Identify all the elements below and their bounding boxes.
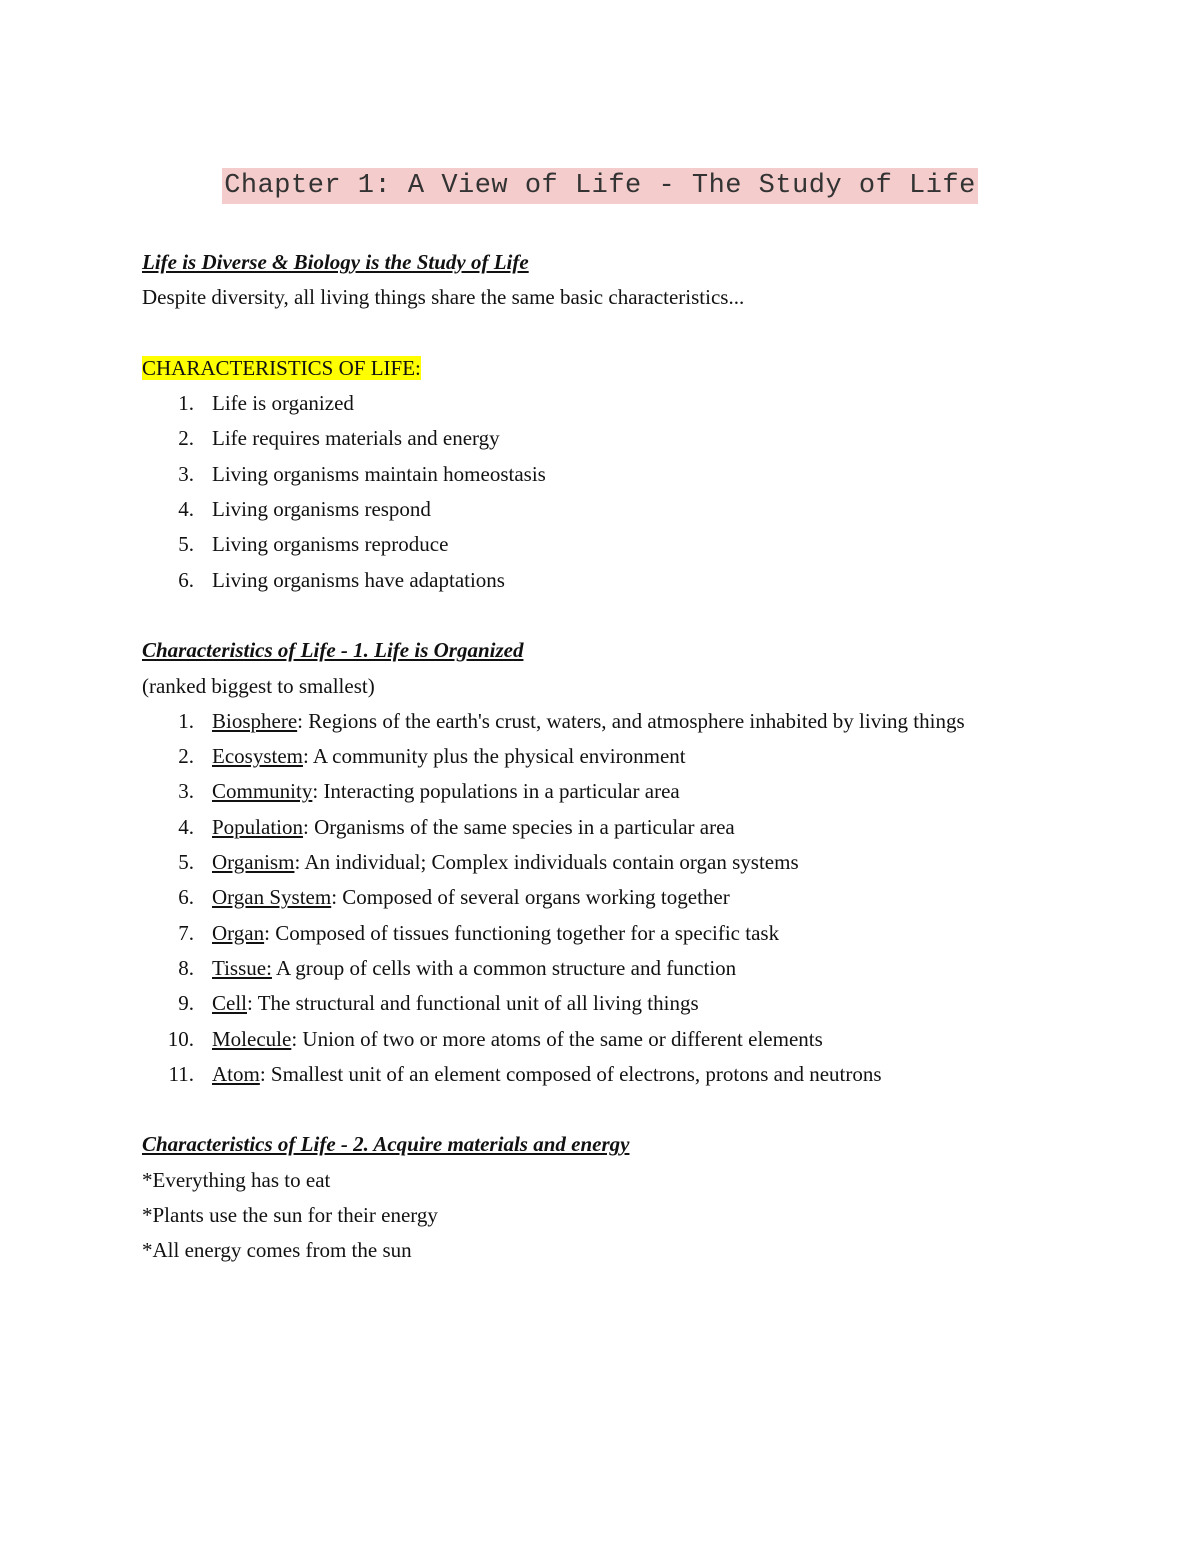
list-number: 11. — [168, 1061, 194, 1086]
section-heading-energy — [142, 1127, 1152, 1162]
term: Organ — [212, 920, 265, 945]
list-item — [142, 916, 1152, 951]
spacer — [142, 598, 1152, 633]
list-item — [142, 880, 1152, 915]
note-line: *Everything has to eat — [142, 1167, 331, 1192]
list-item — [142, 704, 1152, 739]
list-text: Living organisms maintain homeostasis — [212, 461, 546, 486]
characteristics-list — [142, 386, 1152, 598]
organized-subtext: (ranked biggest to smallest) — [142, 673, 375, 698]
list-number: 1. — [178, 391, 194, 416]
section-heading-characteristics — [142, 351, 1152, 386]
intro-heading: Life is Diverse & Biology is the Study of Life — [142, 250, 529, 274]
list-item — [142, 1022, 1152, 1057]
term: Ecosystem — [212, 744, 303, 769]
list-item — [142, 774, 1152, 809]
definition: : A community plus the physical environment — [302, 744, 686, 769]
term: Tissue: — [212, 955, 272, 980]
definition: : Union of two or more atoms of the same or different elements — [291, 1026, 823, 1051]
definition: : Interacting populations in a particular area — [312, 779, 680, 804]
note-line: *Plants use the sun for their energy — [142, 1203, 438, 1228]
list-item — [142, 986, 1152, 1021]
characteristics-heading: CHARACTERISTICS OF LIFE: — [142, 355, 421, 380]
list-number: 3. — [178, 461, 194, 486]
term: Organ System — [212, 885, 332, 910]
term: Organism — [212, 850, 295, 875]
list-number: 4. — [178, 814, 194, 839]
list-number: 5. — [178, 532, 194, 557]
list-number: 1. — [178, 708, 194, 733]
spacer — [142, 1092, 1152, 1127]
list-item — [142, 563, 1152, 598]
term: Molecule — [212, 1026, 292, 1051]
spacer — [142, 316, 1152, 351]
list-number: 6. — [178, 885, 194, 910]
section-heading-intro — [142, 245, 1152, 280]
list-text: Living organisms respond — [212, 497, 431, 522]
term: Biosphere — [212, 708, 298, 733]
list-number: 4. — [178, 497, 194, 522]
list-text: Life is organized — [212, 391, 354, 416]
definition: : Smallest unit of an element composed of electrons, protons and neutrons — [259, 1061, 882, 1086]
term: Population — [212, 814, 304, 839]
definition: : Organisms of the same species in a particular area — [303, 814, 735, 839]
definition: : The structural and functional unit of all living things — [247, 991, 699, 1016]
list-item — [142, 457, 1152, 492]
list-number: 2. — [178, 744, 194, 769]
list-item — [142, 386, 1152, 421]
list-item — [142, 810, 1152, 845]
list-item — [142, 527, 1152, 562]
term: Cell — [212, 991, 247, 1016]
list-item — [142, 421, 1152, 456]
list-item — [142, 845, 1152, 880]
list-number: 5. — [178, 850, 194, 875]
intro-paragraph: Despite diversity, all living things share the same basic characteristics... — [142, 285, 745, 310]
note-line: *All energy comes from the sun — [142, 1238, 412, 1263]
title-container — [0, 168, 1200, 204]
list-item — [142, 492, 1152, 527]
list-text: Life requires materials and energy — [212, 426, 500, 451]
definition: A group of cells with a common structure and function — [271, 955, 737, 980]
term: Community — [212, 779, 313, 804]
definition: : Regions of the earth's crust, waters, and atmosphere inhabited by living things — [297, 708, 965, 733]
list-item — [142, 1057, 1152, 1092]
organization-levels-list — [142, 704, 1152, 1092]
term: Atom — [212, 1061, 260, 1086]
organized-heading: Characteristics of Life - 1. Life is Organized — [142, 638, 524, 663]
definition: : Composed of tissues functioning together for a specific task — [264, 920, 780, 945]
list-number: 9. — [178, 991, 194, 1016]
energy-heading: Characteristics of Life - 2. Acquire materials and energy — [142, 1132, 630, 1157]
list-text: Living organisms reproduce — [212, 532, 449, 557]
list-text: Living organisms have adaptations — [212, 567, 505, 592]
list-number: 3. — [178, 779, 194, 804]
page-title: Chapter 1: A View of Life - The Study of Life — [222, 168, 978, 204]
definition: : Composed of several organs working together — [331, 885, 730, 910]
list-number: 8. — [178, 955, 194, 980]
list-number: 2. — [178, 426, 194, 451]
document-body — [142, 245, 1152, 1269]
list-number: 6. — [178, 567, 194, 592]
list-item — [142, 739, 1152, 774]
section-heading-organized — [142, 633, 1152, 668]
list-number: 7. — [178, 920, 194, 945]
list-item — [142, 951, 1152, 986]
definition: : An individual; Complex individuals contain organ systems — [294, 850, 799, 875]
list-number: 10. — [167, 1026, 194, 1051]
